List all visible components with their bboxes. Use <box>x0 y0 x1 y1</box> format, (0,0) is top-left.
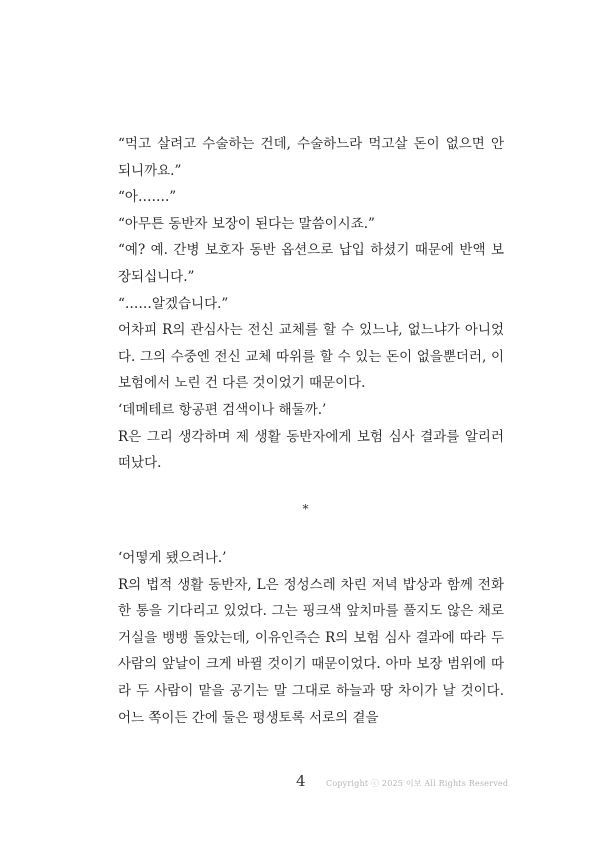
page-number: 4 <box>296 772 306 790</box>
paragraph: 어차피 R의 관심사는 전신 교체를 할 수 있느냐, 없느냐가 아니었다. 그의 수중엔 전신 교체 따위를 할 수 있는 돈이 없을뿐더러, 이 보험에서 노린 건 다른 것이었기 때문이다. <box>118 322 504 392</box>
page-footer <box>0 772 611 792</box>
paragraph: “먹고 살려고 수술하는 건데, 수술하느라 먹고살 돈이 없으면 안 되니까요.” <box>118 136 504 179</box>
paragraph: “예? 예. 간병 보호자 동반 옵션으로 납입 하셨기 때문에 반액 보장되십니다.” <box>118 242 504 285</box>
paragraph: ‘데메테르 항공편 검색이나 해둘까.’ <box>118 401 327 418</box>
paragraph: ‘어떻게 됐으려나.’ <box>118 550 227 566</box>
text-section-1 <box>118 131 504 477</box>
copyright-notice: Copyright ⓒ 2025 이보 All Rights Reserved <box>326 779 509 788</box>
paragraph: “아무튼 동반자 보장이 된다는 말씀이시죠.” <box>118 215 375 232</box>
text-section-2 <box>118 545 504 731</box>
paragraph: “……알겠습니다.” <box>118 295 229 312</box>
paragraph: “아…….” <box>118 189 177 206</box>
paragraph: R의 법적 생활 동반자, L은 정성스레 차린 저녁 밥상과 함께 전화 한 통을 기다리고 있었다. 그는 핑크색 앞치마를 풀지도 않은 채로 거실을 뱅뱅 돌았는데, 이유인즉슨 R의 보험 심사 결과에 따라 두 사람의 앞날이 크게 바뀔 것이기 때문이었다. 아마 보장 범위에 따라 두 사람이 맡을 공기는 말 그대로 하늘과 땅 차이가 날 것이다. 어느 쪽이든 간에 둘은 평생토록 서로의 곁을 <box>118 576 504 726</box>
paragraph: R은 그리 생각하며 제 생활 동반자에게 보험 심사 결과를 알리러 떠났다. <box>118 428 504 472</box>
section-break-asterisk: * <box>302 502 309 516</box>
